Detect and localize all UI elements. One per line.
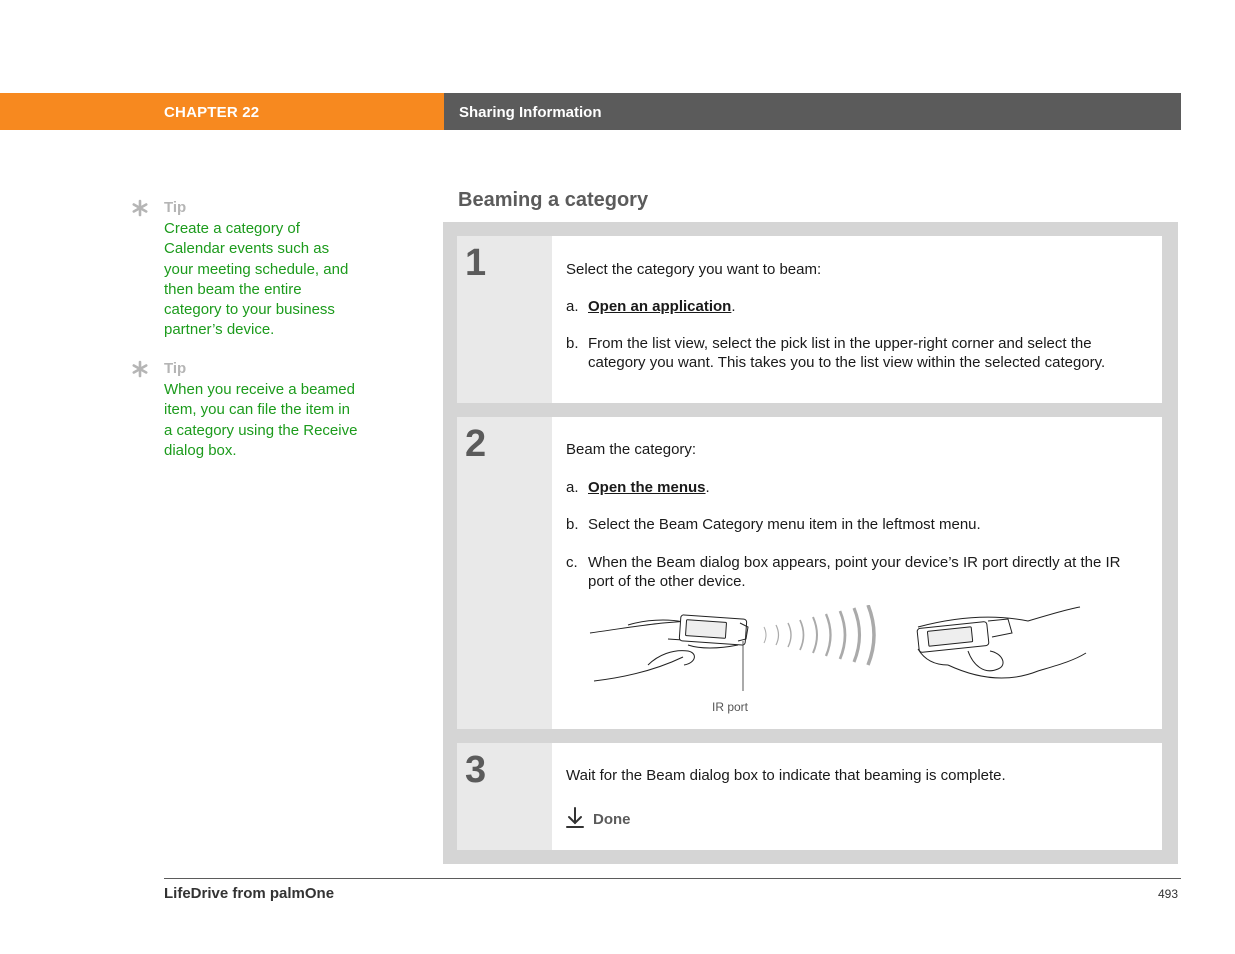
open-menus-link[interactable]: Open the menus xyxy=(588,479,706,496)
step-3 xyxy=(457,743,1162,850)
step-number-column xyxy=(457,236,552,403)
infrared-waves xyxy=(764,605,874,665)
beaming-illustration xyxy=(588,605,1088,715)
step-2 xyxy=(457,417,1162,729)
left-hand-device xyxy=(590,615,748,681)
item-punct: . xyxy=(705,479,710,496)
asterisk-icon xyxy=(131,360,149,378)
page-heading: Beaming a category xyxy=(458,189,649,211)
right-hand-device xyxy=(917,607,1086,678)
step-1 xyxy=(457,236,1162,403)
tip-label: Tip xyxy=(164,199,187,216)
ir-port-label: IR port xyxy=(712,700,749,714)
item-letter: a. xyxy=(566,479,579,496)
item-letter: a. xyxy=(566,298,579,315)
footer-title: LifeDrive from palmOne xyxy=(164,885,335,902)
tip-label: Tip xyxy=(164,360,187,377)
section-title: Sharing Information xyxy=(459,104,602,121)
step-intro: Wait for the Beam dialog box to indicate that beaming is complete. xyxy=(566,767,1006,784)
done-label: Done xyxy=(593,811,631,828)
asterisk-icon xyxy=(131,199,149,217)
item-text: From the list view, select the pick list in the upper-right corner and select the category you want. This takes you to the list view within the selected category. xyxy=(588,335,1106,371)
down-arrow-icon xyxy=(566,807,584,829)
tip-text: When you receive a beamed item, you can file the item in a category using the Receive dialog box. xyxy=(164,381,358,459)
step-number: 1 xyxy=(465,242,487,284)
tip-text: Create a category of Calendar events such as your meeting schedule, and then beam the entire category to your business partner’s device. xyxy=(164,220,349,339)
open-application-link[interactable]: Open an application xyxy=(588,298,732,315)
item-text: When the Beam dialog box appears, point your device’s IR port directly at the IR port of the other device. xyxy=(588,554,1121,590)
chapter-label: CHAPTER 22 xyxy=(164,104,260,121)
footer-rule xyxy=(164,878,1181,879)
item-punct: . xyxy=(731,298,736,315)
item-letter: c. xyxy=(566,554,578,571)
step-number: 2 xyxy=(465,423,487,465)
item-text xyxy=(588,478,1148,497)
step-intro: Beam the category: xyxy=(566,441,697,458)
item-text: Select the Beam Category menu item in the leftmost menu. xyxy=(588,516,981,533)
step-number-column xyxy=(457,417,552,729)
step-number: 3 xyxy=(465,749,487,791)
page-number: 493 xyxy=(1158,887,1179,901)
step-intro: Select the category you want to beam: xyxy=(566,261,822,278)
item-letter: b. xyxy=(566,516,579,533)
item-letter: b. xyxy=(566,335,579,352)
step-number-column xyxy=(457,743,552,850)
item-text xyxy=(588,297,1148,316)
